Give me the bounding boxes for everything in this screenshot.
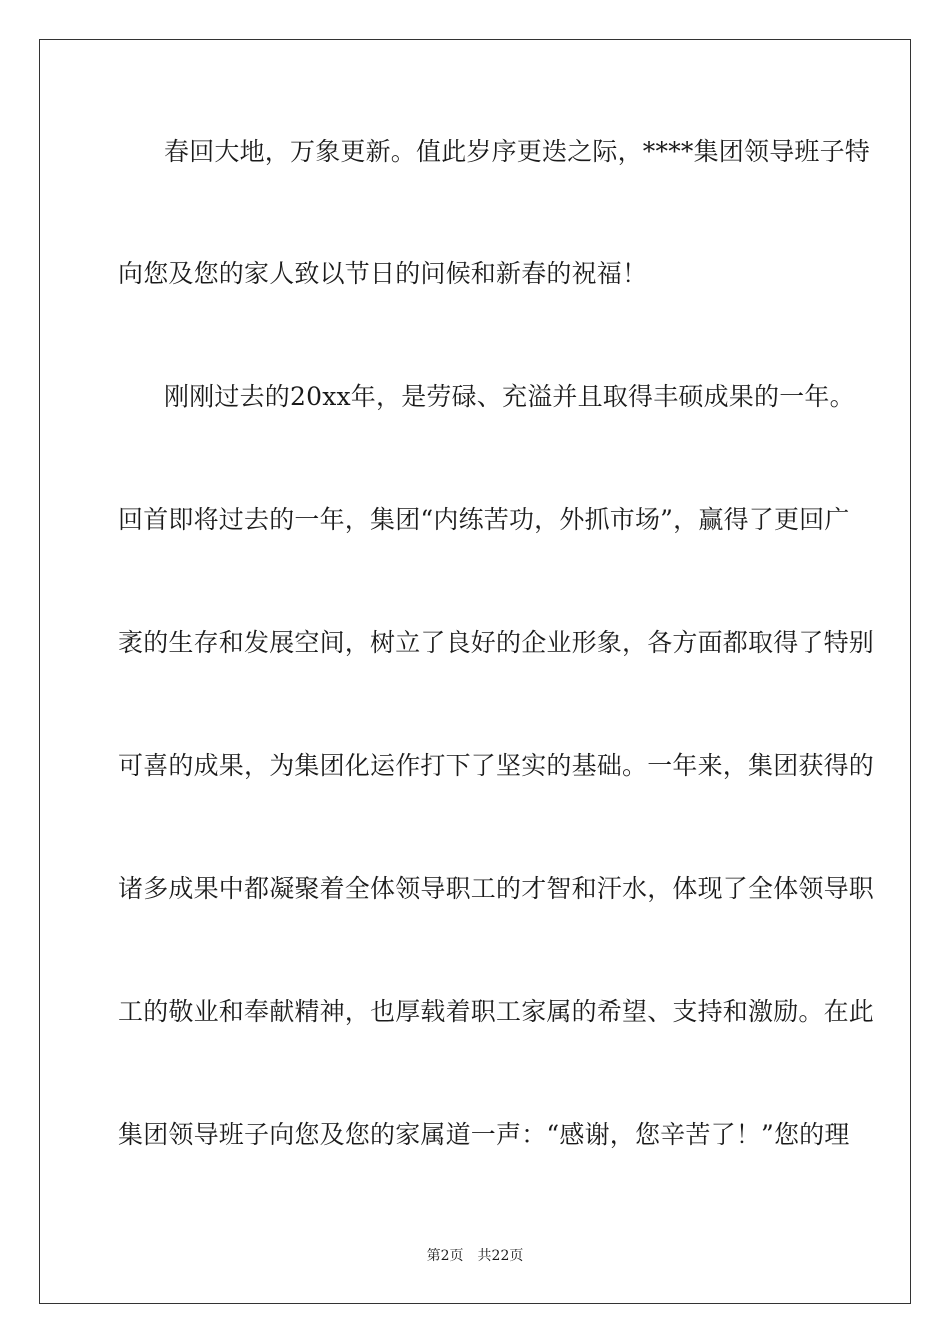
paragraph-2-line-4: 可喜的成果，为集团化运作打下了坚实的基础。一年来，集团获得的 (118, 751, 875, 780)
paragraph-1-line-1: 春回大地，万象更新。值此岁序更迭之际，****集团领导班子特 (164, 137, 871, 166)
total-pages: 共22页 (477, 1248, 524, 1264)
paragraph-1-line-2: 向您及您的家人致以节日的问候和新春的祝福！ (118, 259, 648, 288)
paragraph-2-line-7: 集团领导班子向您及您的家属道一声：“感谢，您辛苦了！”您的理 (118, 1120, 850, 1149)
paragraph-2-line-2: 回首即将过去的一年，集团“内练苦功，外抓市场”，赢得了更回广 (118, 505, 850, 534)
paragraph-2-line-6: 工的敬业和奉献精神，也厚载着职工家属的希望、支持和激励。在此 (118, 997, 875, 1026)
page-number: 第2页 (426, 1248, 464, 1264)
paragraph-2-line-3: 袤的生存和发展空间，树立了良好的企业形象，各方面都取得了特别 (118, 628, 875, 657)
paragraph-2-line-1: 刚刚过去的20xx年，是劳碌、充溢并且取得丰硕成果的一年。 (164, 382, 855, 411)
page-footer (0, 1247, 950, 1265)
paragraph-2-line-5: 诸多成果中都凝聚着全体领导职工的才智和汗水，体现了全体领导职 (118, 874, 875, 903)
page-border (39, 39, 911, 1304)
